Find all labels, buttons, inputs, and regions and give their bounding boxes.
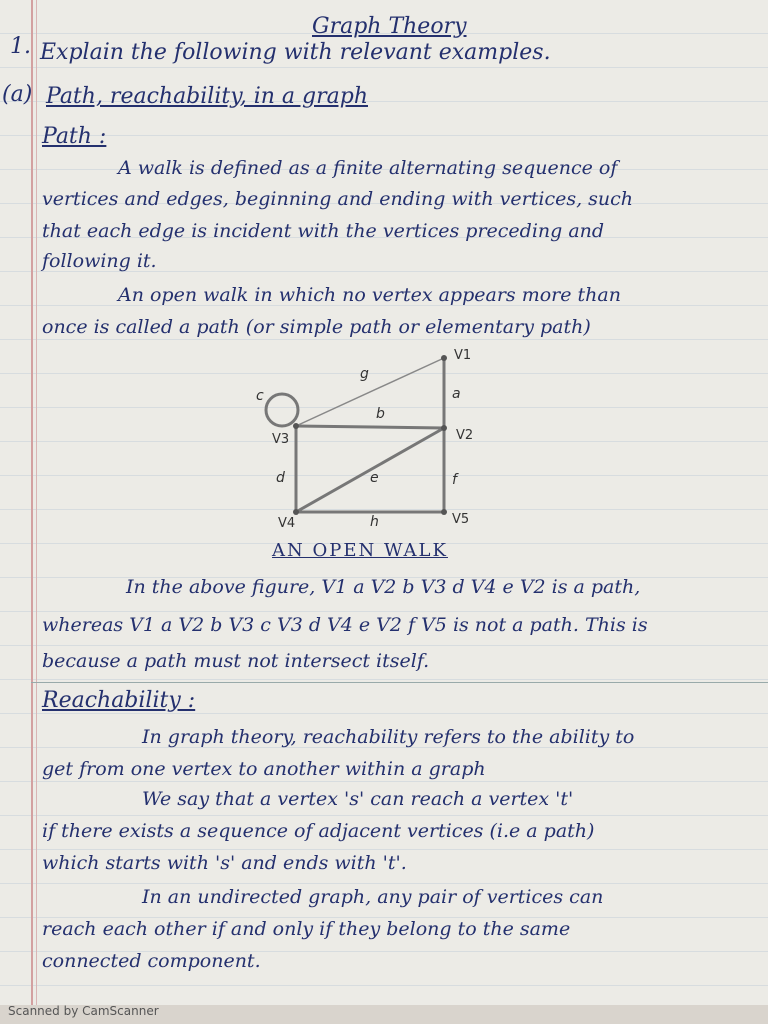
reach-line-4: if there exists a sequence of adjacent vertices (i.e a path) — [42, 820, 595, 842]
vertex-label-v1: V1 — [454, 348, 472, 363]
path-line-2: vertices and edges, beginning and ending with vertices, such — [42, 188, 634, 210]
vertex-label-v3: V3 — [272, 432, 290, 447]
reach-line-1: In graph theory, reachability refers to the ability to — [142, 726, 635, 748]
reach-line-5: which starts with 's' and ends with 't'. — [42, 852, 407, 874]
edge-label-a: a — [452, 386, 461, 402]
path-line-1: A walk is defined as a finite alternating sequence of — [118, 157, 618, 179]
question-text: Explain the following with relevant examples. — [40, 40, 551, 65]
edge-label-b: b — [376, 406, 385, 422]
reach-line-8: connected component. — [42, 950, 261, 972]
part-title: Path, reachability, in a graph — [46, 84, 368, 109]
edge-g — [296, 358, 444, 426]
vertex-v5 — [441, 509, 447, 515]
vertex-label-v5: V5 — [452, 512, 470, 527]
reach-line-6: In an undirected graph, any pair of vertices can — [142, 886, 604, 908]
vertex-v2 — [441, 425, 447, 431]
edge-label-d: d — [276, 470, 285, 486]
path-heading: Path : — [42, 124, 107, 149]
reach-line-3: We say that a vertex 's' can reach a vertex 't' — [142, 788, 574, 810]
edge-label-e: e — [370, 470, 379, 486]
edge-label-g: g — [360, 366, 369, 382]
scanner-watermark: Scanned by CamScanner — [8, 1004, 159, 1018]
reach-line-7: reach each other if and only if they belong to the same — [42, 918, 571, 940]
path-line-3: that each edge is incident with the vertices preceding and — [42, 220, 605, 242]
path-line-4: following it. — [42, 250, 157, 272]
vertex-v1 — [441, 355, 447, 361]
edge-c-loop — [266, 394, 298, 426]
figure-text-line-3: because a path must not intersect itself. — [42, 650, 430, 672]
part-label: (a) — [2, 82, 33, 107]
page-title: Graph Theory — [312, 14, 467, 39]
edge-label-c: c — [256, 388, 264, 404]
edge-b — [296, 426, 444, 428]
vertex-label-v2: V2 — [456, 428, 474, 443]
vertex-v4 — [293, 509, 299, 515]
reach-line-2: get from one vertex to another within a graph — [42, 758, 486, 780]
figure-text-line-1: In the above figure, V1 a V2 b V3 d V4 e V2 is a path, — [126, 576, 641, 598]
reachability-heading: Reachability : — [42, 688, 196, 713]
edge-label-f: f — [452, 472, 457, 488]
figure-caption: AN OPEN WALK — [272, 540, 448, 561]
path-line-6: once is called a path (or simple path or elementary path) — [42, 316, 591, 338]
vertex-v3 — [293, 423, 299, 429]
figure-text-line-2: whereas V1 a V2 b V3 c V3 d V4 e V2 f V5 is not a path. This is — [42, 614, 648, 636]
path-line-5: An open walk in which no vertex appears more than — [118, 284, 621, 306]
question-number: 1. — [10, 34, 31, 59]
vertex-label-v4: V4 — [278, 516, 296, 531]
edge-label-h: h — [370, 514, 379, 530]
